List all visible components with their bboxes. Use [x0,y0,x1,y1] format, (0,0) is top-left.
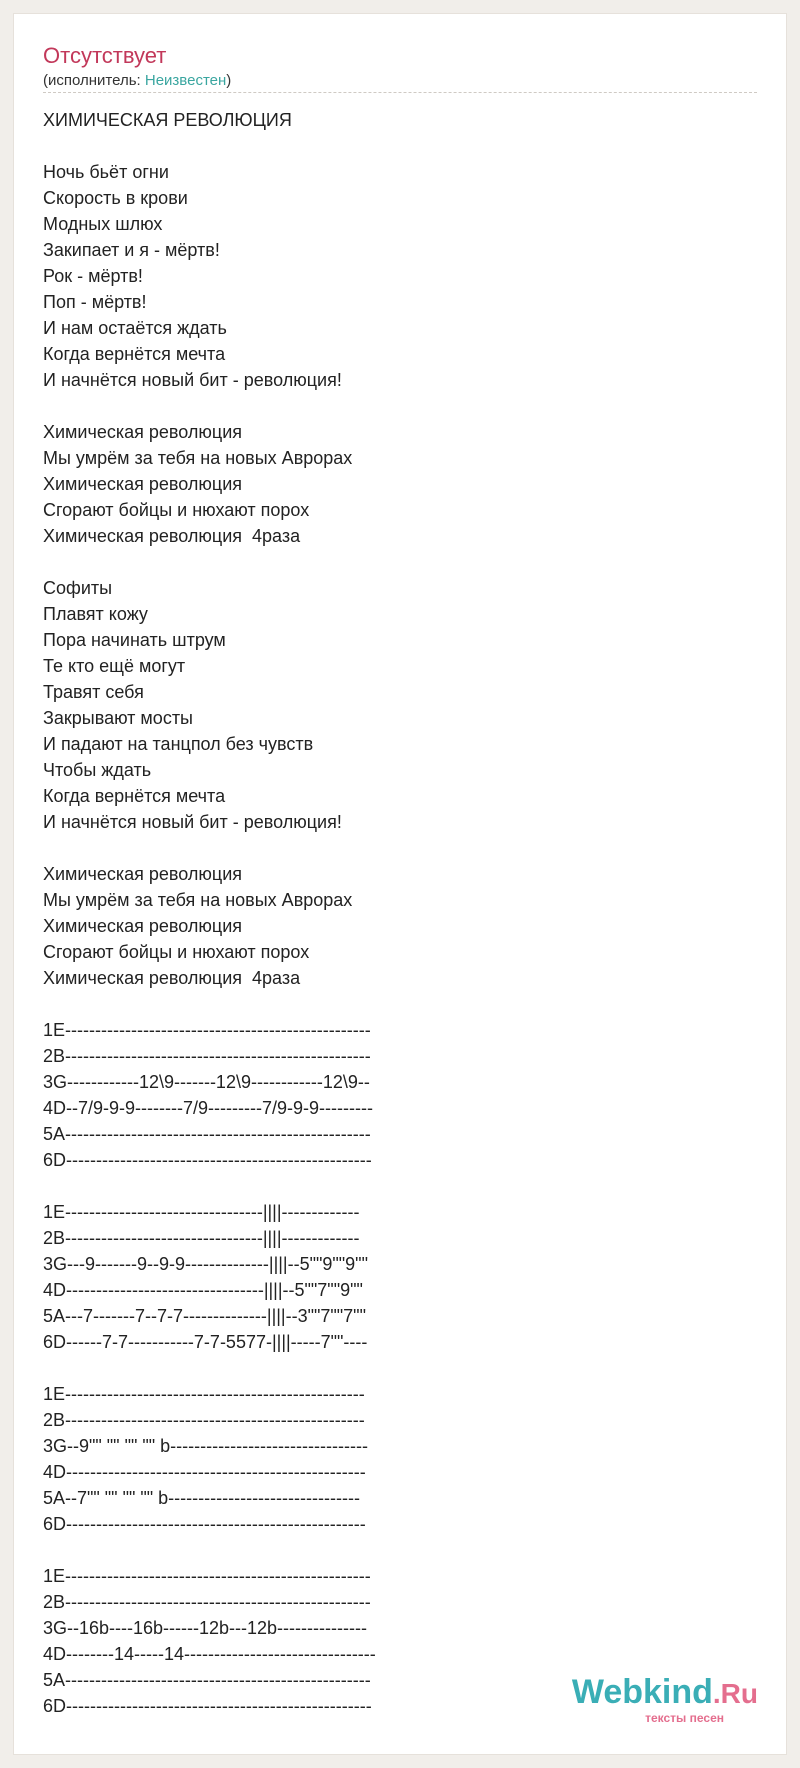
lyric-line: Рок - мёртв! [43,266,143,286]
artist-line [43,71,757,91]
lyric-line: Химическая революция [43,422,243,442]
lyric-line [43,1355,766,1381]
lyric-line: Химическая революция 4раза [43,526,301,546]
lyric-line: Пора начинать штрум [43,630,226,650]
lyric-line: Химическая революция [43,474,243,494]
lyric-line: 6D--------------------------------------------------- [43,1150,372,1170]
song-header [43,42,757,91]
logo-suffix: .Ru [712,1678,758,1709]
lyric-line: Сгорают бойцы и нюхают порох [43,500,310,520]
lyric-line: Закипает и я - мёртв! [43,240,220,260]
lyric-line: Закрывают мосты [43,708,193,728]
lyric-line: 4D--------14-----14-------------------------------- [43,1644,376,1664]
lyric-line [43,1537,766,1563]
lyric-line: 2B-------------------------------------------------- [43,1410,365,1430]
lyric-line: 3G---9-------9--9-9--------------||||--5""9""9"" [43,1254,368,1274]
lyric-line: Когда вернётся мечта [43,344,226,364]
lyric-line: Плавят кожу [43,604,148,624]
lyric-line: 3G--9"" "" "" "" b--------------------------------- [43,1436,368,1456]
lyric-line: Сгорают бойцы и нюхают порох [43,942,310,962]
lyric-line: Мы умрём за тебя на новых Аврорах [43,448,353,468]
lyric-line: 5A--------------------------------------------------- [43,1124,371,1144]
lyric-line: И падают на танцпол без чувств [43,734,314,754]
lyric-line [43,991,766,1017]
artist-prefix: (исполнитель: [43,72,145,89]
lyric-line: Поп - мёртв! [43,292,147,312]
lyric-line: 4D-------------------------------------------------- [43,1462,366,1482]
lyric-line: 4D--7/9-9-9--------7/9---------7/9-9-9--------- [43,1098,373,1118]
lyric-line: Когда вернётся мечта [43,786,226,806]
lyric-line: 5A--------------------------------------------------- [43,1670,371,1690]
lyric-line [43,549,766,575]
lyric-line [43,393,766,419]
lyric-line: 2B--------------------------------------------------- [43,1592,371,1612]
site-logo[interactable] [558,1674,758,1724]
lyric-line: Модных шлюх [43,214,163,234]
artist-link[interactable]: Неизвестен [144,72,227,89]
lyric-line: Ночь бьёт огни [43,162,169,182]
lyric-line: 6D------7-7-----------7-7-5577-||||-----7""---- [43,1332,368,1352]
lyric-line: 1E---------------------------------||||------------- [43,1202,360,1222]
lyric-line: Травят себя [43,682,144,702]
artist-suffix: ) [226,72,232,89]
lyric-line: 1E--------------------------------------------------- [43,1566,371,1586]
lyric-line: Софиты [43,578,113,598]
lyric-line: 2B--------------------------------------------------- [43,1046,371,1066]
lyric-line: Скорость в крови [43,188,188,208]
lyric-line: 2B---------------------------------||||------------- [43,1228,360,1248]
lyric-line: 3G--16b----16b------12b---12b--------------- [43,1618,367,1638]
lyric-line: 4D---------------------------------||||--5""7""9"" [43,1280,363,1300]
lyric-line: Химическая революция [43,864,243,884]
lyric-line [43,133,766,159]
lyric-line: 5A--7"" "" "" "" b-------------------------------- [43,1488,360,1508]
lyric-line [43,835,766,861]
lyric-line: Те кто ещё могут [43,656,186,676]
lyric-line: 6D-------------------------------------------------- [43,1514,366,1534]
logo-main-text: Webkind [571,1673,713,1711]
song-title: Отсутствует [43,43,167,68]
lyric-line: 1E--------------------------------------------------- [43,1020,371,1040]
lyric-line: Химическая революция [43,916,243,936]
page-card [13,13,787,1755]
lyric-line: Чтобы ждать [43,760,152,780]
lyric-line: ХИМИЧЕСКАЯ РЕВОЛЮЦИЯ [43,110,292,130]
lyric-line: 3G------------12\9-------12\9------------12\9-- [43,1072,370,1092]
lyric-line: 5A---7-------7--7-7--------------||||--3""7""7"" [43,1306,366,1326]
logo-subtitle: тексты песен [645,1711,724,1725]
lyric-line: Химическая революция 4раза [43,968,301,988]
lyrics-text [43,107,766,1719]
lyric-line: Мы умрём за тебя на новых Аврорах [43,890,353,910]
lyric-line: И начнётся новый бит - революция! [43,370,342,390]
lyric-line [43,1173,766,1199]
lyric-line: 1E-------------------------------------------------- [43,1384,365,1404]
lyric-line: И начнётся новый бит - революция! [43,812,342,832]
logo-wordmark [558,1674,758,1712]
lyric-line: И нам остаётся ждать [43,318,227,338]
header-divider [43,92,757,93]
lyric-line: 6D--------------------------------------------------- [43,1696,372,1716]
